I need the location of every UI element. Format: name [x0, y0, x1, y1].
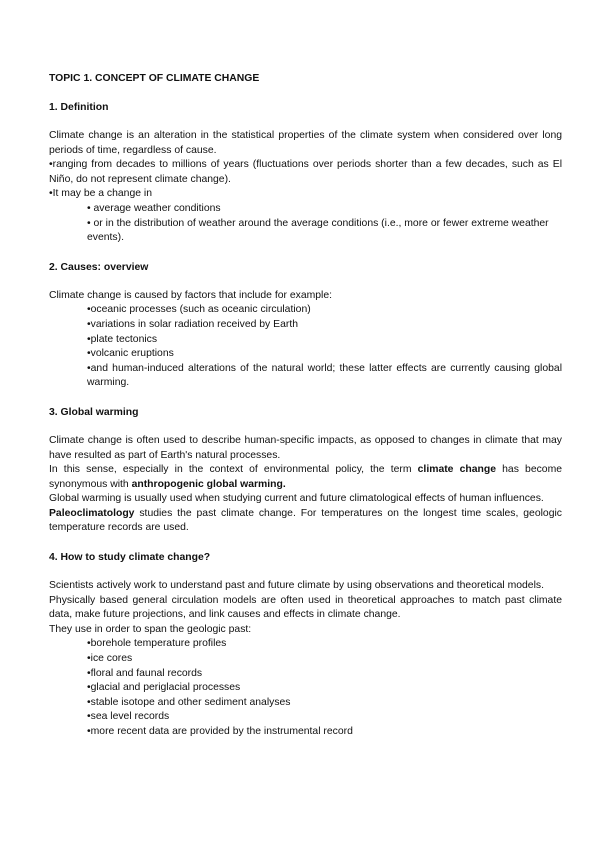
global-warming-paragraph-3: Global warming is usually used when studying current and future climatological effects of human influences. — [49, 493, 544, 505]
list-item: •sea level records — [87, 711, 170, 723]
section-heading-global-warming: 3. Global warming — [49, 406, 139, 418]
global-warming-paragraph-1: Climate change is often used to describe human-specific impacts, as opposed to changes in climate that may have resulted as part of Earth's natural processes. — [49, 434, 562, 461]
term-climate-change: climate change — [417, 464, 496, 476]
global-warming-paragraph-4 — [49, 507, 562, 536]
section-heading-definition: 1. Definition — [49, 102, 109, 113]
list-item: • average weather conditions — [87, 202, 221, 214]
definition-bullet-timescale: •ranging from decades to millions of years (fluctuations over periods shorter than a few decades, such as El Niño, do not represent climate change). — [49, 159, 562, 185]
term-anthropogenic-global-warming: anthropogenic global warming. — [131, 478, 286, 490]
section-heading-how-to-study: 4. How to study climate change? — [49, 552, 211, 564]
list-item: • or in the distribution of weather around the average conditions (i.e., more or fewer extreme weather events). — [87, 217, 549, 244]
text-run: has become synonymous with — [49, 464, 563, 490]
list-item: •and human-induced alterations of the natural world; these latter effects are currently causing global warming. — [87, 362, 562, 389]
definition-bullet-change: •It may be a change in — [49, 188, 152, 200]
text-run: In this sense, especially in the context of environmental policy, the term — [49, 464, 418, 476]
study-paragraph-2: Physically based general circulation models are often used in theoretical approaches to match past climate data, make future projections, and link causes and effects in climate change. — [49, 594, 562, 621]
study-methods-list — [49, 637, 562, 739]
list-item: •oceanic processes (such as oceanic circulation) — [87, 304, 311, 316]
causes-list — [49, 303, 562, 391]
list-item: •more recent data are provided by the instrumental record — [87, 726, 353, 737]
document-page — [49, 72, 562, 740]
list-item: •stable isotope and other sediment analyses — [87, 696, 291, 708]
section-heading-causes: 2. Causes: overview — [49, 261, 149, 273]
list-item: •plate tectonics — [87, 333, 158, 345]
definition-paragraph: Climate change is an alteration in the statistical properties of the climate system when considered over long periods of time, regardless of cause. — [49, 130, 562, 156]
study-paragraph-3: They use in order to span the geologic past: — [49, 623, 252, 635]
list-item: •glacial and periglacial processes — [87, 682, 241, 694]
list-item: •variations in solar radiation received by Earth — [87, 318, 298, 330]
global-warming-paragraph-2 — [49, 463, 562, 492]
list-item: •floral and faunal records — [87, 667, 203, 679]
definition-sublist — [49, 202, 562, 246]
document-title: TOPIC 1. CONCEPT OF CLIMATE CHANGE — [49, 73, 260, 84]
study-paragraph-1: Scientists actively work to understand past and future climate by using observations and theoretical models. — [49, 580, 544, 592]
term-paleoclimatology: Paleoclimatology — [49, 507, 135, 519]
causes-intro: Climate change is caused by factors that include for example: — [49, 289, 333, 301]
list-item: •ice cores — [87, 653, 133, 665]
list-item: •volcanic eruptions — [87, 348, 174, 360]
list-item: •borehole temperature profiles — [87, 638, 227, 650]
text-run: studies the past climate change. For temperatures on the longest time scales, geologic temperature records are used. — [49, 507, 562, 534]
